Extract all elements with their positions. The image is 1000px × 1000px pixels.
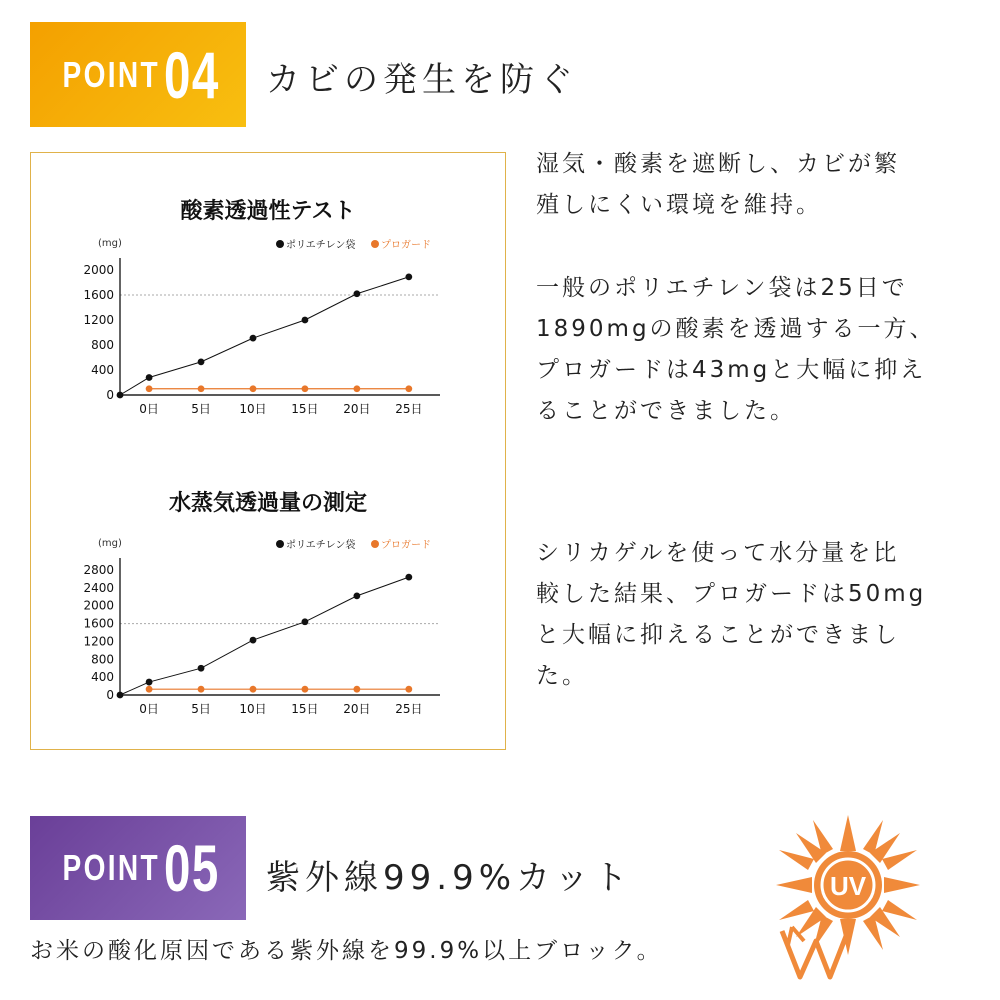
x-tick-label: 0日 (139, 702, 159, 716)
point-number: 05 (163, 831, 220, 905)
point-05-heading: 紫外線99.9%カット (266, 858, 633, 898)
y-tick-label: 800 (91, 652, 114, 667)
data-point (405, 574, 412, 581)
vapor-chart-title: 水蒸気透過量の測定 (168, 491, 367, 516)
data-point (405, 273, 412, 280)
paragraph-line: 殖しにくい環境を維持。 (536, 192, 822, 218)
y-tick-label: 0 (106, 388, 114, 402)
uv-description: お米の酸化原因である紫外線を99.9%以上ブロック。 (30, 938, 663, 964)
paragraph-oxygen (536, 268, 976, 432)
point-04-heading: カビの発生を防ぐ (266, 60, 578, 100)
legend-marker (371, 540, 379, 548)
data-point (146, 385, 153, 392)
y-tick-label: 1200 (83, 313, 114, 327)
data-point (302, 618, 309, 625)
data-point (353, 686, 360, 693)
data-point (198, 665, 205, 672)
point-number: 04 (163, 37, 220, 112)
point-word: POINT (62, 847, 160, 888)
y-axis-unit: (mg) (98, 238, 122, 249)
paragraph-line: 一般のポリエチレン袋は25日で (536, 275, 908, 301)
data-point (250, 385, 257, 392)
paragraph-line: ることができました。 (536, 398, 796, 424)
y-axis-unit: (mg) (98, 538, 122, 549)
paragraph-line: と大幅に抑えることができまし (536, 622, 900, 648)
x-tick-label: 20日 (343, 402, 371, 416)
y-tick-label: 2000 (83, 598, 114, 613)
data-point (302, 686, 309, 693)
x-tick-label: 10日 (239, 702, 267, 716)
paragraph-line: 1890mgの酸素を透過する一方、 (536, 316, 936, 342)
data-point (198, 686, 205, 693)
y-tick-label: 2800 (83, 563, 114, 577)
paragraph-humidity (536, 144, 976, 226)
x-tick-label: 0日 (139, 402, 159, 416)
x-tick-label: 10日 (239, 402, 267, 416)
y-tick-label: 1600 (83, 288, 114, 302)
data-point (146, 686, 153, 693)
data-point (146, 374, 153, 381)
x-tick-label: 5日 (191, 702, 211, 716)
x-tick-label: 25日 (395, 402, 423, 416)
data-point (302, 317, 309, 324)
point-04-badge (30, 22, 246, 127)
oxygen-chart-title: 酸素透過性テスト (180, 199, 356, 224)
x-tick-label: 15日 (291, 402, 319, 416)
x-tick-label: 5日 (191, 402, 211, 416)
y-tick-label: 400 (91, 363, 114, 377)
paragraph-line: プロガードは43mgと大幅に抑え (536, 357, 927, 383)
uv-sun-icon (770, 815, 920, 985)
paragraph-line: 湿気・酸素を遮断し、カビが繁 (536, 151, 900, 177)
data-point (302, 385, 309, 392)
y-tick-label: 800 (91, 338, 114, 352)
legend-label: ポリエチレン袋 (286, 540, 356, 551)
paragraph-line: 較した結果、プロガードは50mg (536, 581, 927, 607)
y-tick-label: 1200 (83, 634, 114, 649)
legend-marker (371, 240, 379, 248)
x-tick-label: 15日 (291, 702, 319, 716)
data-point (250, 637, 257, 644)
uv-label: UV (829, 871, 867, 901)
data-point (198, 385, 205, 392)
vapor-permeability-chart (60, 530, 480, 730)
legend-marker (276, 240, 284, 248)
series-line (120, 577, 409, 695)
x-tick-label: 25日 (395, 702, 423, 716)
data-point (117, 392, 124, 399)
data-point (198, 358, 205, 365)
y-tick-label: 1600 (83, 616, 114, 631)
y-tick-label: 2400 (83, 580, 114, 595)
data-point (117, 692, 124, 699)
data-point (405, 385, 412, 392)
data-point (250, 686, 257, 693)
paragraph-vapor (536, 533, 976, 697)
oxygen-permeability-chart (60, 230, 480, 430)
y-tick-label: 400 (91, 670, 114, 685)
y-tick-label: 0 (106, 688, 114, 702)
y-tick-label: 2000 (83, 263, 114, 277)
point-05-badge (30, 816, 246, 920)
data-point (405, 686, 412, 693)
paragraph-line: シリカゲルを使って水分量を比 (536, 540, 900, 566)
data-point (353, 592, 360, 599)
x-tick-label: 20日 (343, 702, 371, 716)
legend-marker (276, 540, 284, 548)
data-point (250, 335, 257, 342)
paragraph-line: た。 (536, 663, 588, 689)
point-word: POINT (62, 53, 160, 95)
data-point (353, 290, 360, 297)
data-point (146, 679, 153, 686)
legend-label: プロガード (381, 540, 431, 551)
legend-label: プロガード (381, 240, 431, 251)
data-point (353, 385, 360, 392)
legend-label: ポリエチレン袋 (286, 240, 356, 251)
w-mark (782, 931, 848, 977)
